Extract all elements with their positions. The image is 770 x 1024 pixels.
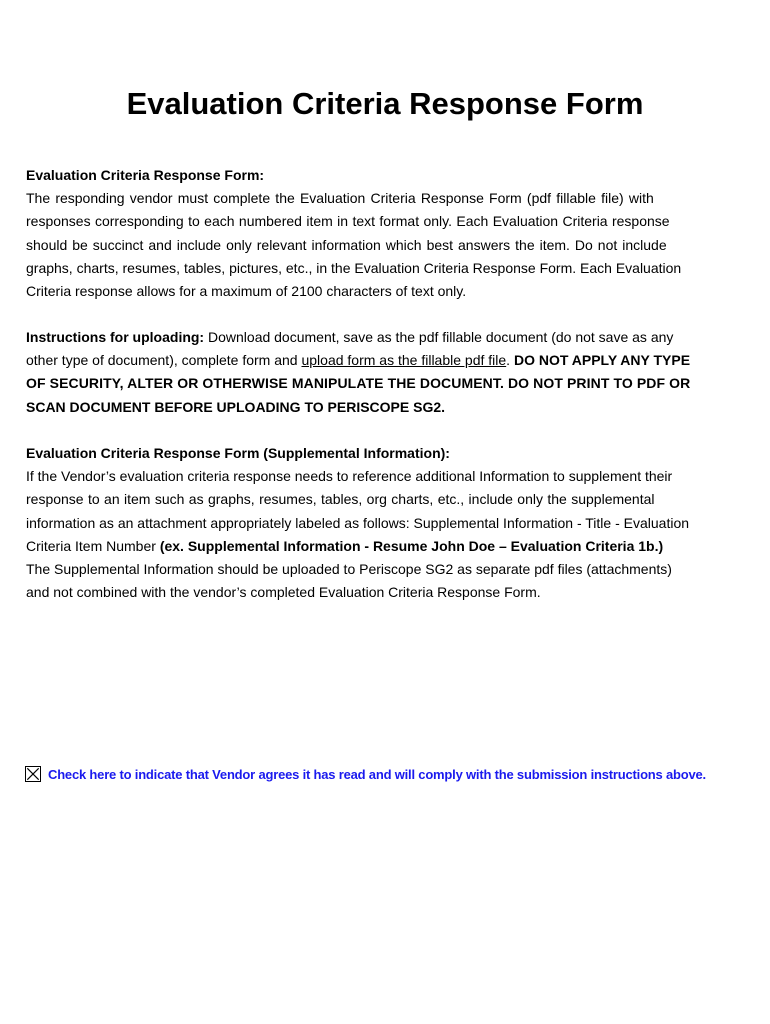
upload-instructions-text: Download document, save as the pdf fillable document (do not save as any (204, 329, 674, 345)
checkbox-cross-icon (26, 767, 40, 781)
paragraph-line (26, 326, 748, 349)
paragraph-line: graphs, charts, resumes, tables, pictures, etc., in the Evaluation Criteria Response Form. Each Evaluation (26, 259, 682, 276)
section-heading-supplemental: Evaluation Criteria Response Form (Supplemental Information): (26, 445, 450, 461)
agreement-label[interactable]: Check here to indicate that Vendor agrees it has read and will comply with the submission instructions above. (48, 766, 706, 782)
agreement-checkbox[interactable] (25, 766, 41, 782)
paragraph-line: The responding vendor must complete the Evaluation Criteria Response Form (pdf fillable file) with (26, 190, 654, 207)
upload-instructions-section (26, 326, 748, 419)
security-warning-text: OF SECURITY, ALTER OR OTHERWISE MANIPULATE THE DOCUMENT. DO NOT PRINT TO PDF OR (26, 375, 691, 392)
supplemental-text: Criteria Item Number (26, 537, 160, 554)
paragraph-line: responses corresponding to each numbered item in text format only. Each Evaluation Criteria response (26, 213, 670, 230)
paragraph-line: response to an item such as graphs, resumes, tables, org charts, etc., include only the supplemental (26, 491, 655, 508)
section-heading-upload-instructions: Instructions for uploading: (26, 329, 205, 345)
supplemental-information-section (26, 442, 748, 604)
response-form-section (26, 164, 748, 303)
paragraph-line: Criteria response allows for a maximum of 2100 characters of text only. (26, 283, 467, 300)
document-title: Evaluation Criteria Response Form (126, 86, 644, 121)
security-warning-text: DO NOT APPLY ANY TYPE (513, 352, 691, 369)
paragraph-line (26, 535, 748, 558)
paragraph-line: If the Vendor’s evaluation criteria response needs to reference additional Information to supplement their (26, 468, 673, 485)
paragraph-line: should be succinct and include only relevant information which best answers the item. Do not include (26, 236, 667, 253)
paragraph-line (26, 349, 748, 372)
section-heading-response-form: Evaluation Criteria Response Form: (26, 167, 265, 183)
upload-form-link[interactable]: upload form as the fillable pdf file (301, 352, 507, 369)
supplemental-example-text: (ex. Supplemental Information - Resume John Doe – Evaluation Criteria 1b.) (159, 537, 664, 554)
security-warning-text: SCAN DOCUMENT BEFORE UPLOADING TO PERISCOPE SG2. (26, 398, 446, 415)
paragraph-line: The Supplemental Information should be uploaded to Periscope SG2 as separate pdf files (attachments) (26, 561, 672, 578)
upload-instructions-text: other type of document), complete form and (26, 352, 302, 369)
paragraph-line: information as an attachment appropriately labeled as follows: Supplemental Information - Title - Evaluation (26, 514, 690, 531)
upload-instructions-text: . (506, 352, 514, 369)
agreement-row (25, 764, 706, 784)
paragraph-line: and not combined with the vendor’s completed Evaluation Criteria Response Form. (26, 584, 541, 601)
